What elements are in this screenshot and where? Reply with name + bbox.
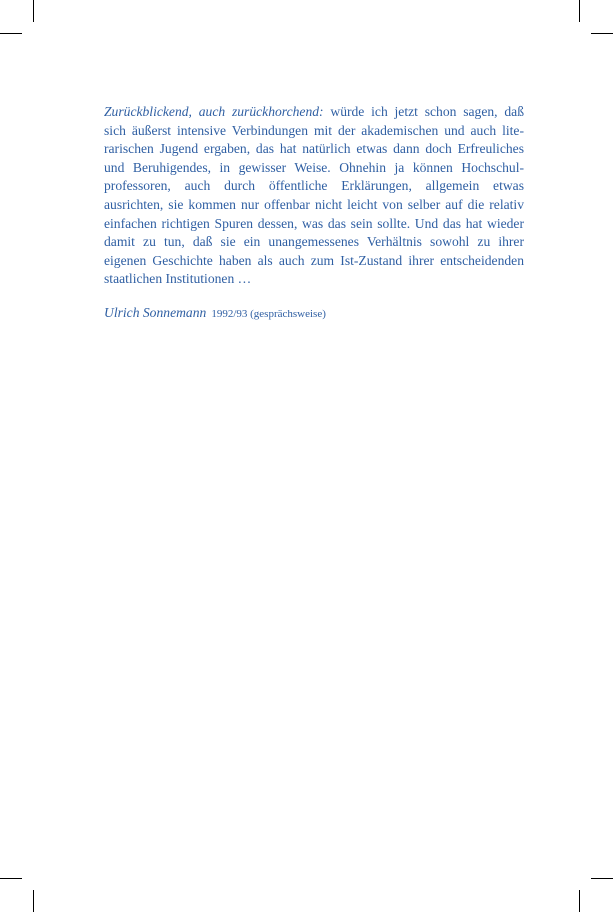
author-name: Ulrich Sonnemann: [104, 305, 207, 320]
quote-line: damit zu tun, daß sie ein unangemessenes Verhältnis sowohl zu ihrer: [104, 234, 524, 250]
quote-line: sich äußerst intensive Verbindungen mit der akademischen und auch lite-: [104, 122, 524, 138]
crop-mark-top-left-horizontal: [0, 33, 22, 34]
quote-lead-italic: Zurückblickend, auch zurückhorchend:: [104, 104, 324, 119]
quote-line: eigenen Geschichte haben als auch zum Ist-Zustand ihrer entscheidenden: [104, 252, 524, 268]
quote-block: [104, 103, 524, 289]
crop-mark-bottom-right-horizontal: [591, 878, 613, 879]
quote-line: [104, 103, 524, 122]
crop-mark-top-right-vertical: [579, 0, 580, 22]
quote-line: rarischen Jugend ergaben, das hat natürlich etwas dann doch Erfreuliches: [104, 141, 524, 157]
crop-mark-top-left-vertical: [33, 0, 34, 22]
quote-line: und Beruhigendes, in gewisser Weise. Ohnehin ja können Hochschul-: [104, 159, 524, 175]
quote-first-line-rest: würde ich jetzt schon sagen, daß: [323, 104, 525, 119]
crop-mark-bottom-left-horizontal: [0, 878, 22, 879]
crop-mark-bottom-right-vertical: [579, 890, 580, 912]
crop-mark-top-right-horizontal: [591, 33, 613, 34]
attribution: [104, 304, 326, 322]
quote-line: ausrichten, sie kommen nur offenbar nicht leicht von selber auf die relativ: [104, 196, 524, 212]
quote-line: professoren, auch durch öffentliche Erklärungen, allgemein etwas: [104, 178, 524, 194]
quote-line-last: staatlichen Institutionen …: [104, 271, 252, 287]
crop-mark-bottom-left-vertical: [33, 890, 34, 912]
quote-line: einfachen richtigen Spuren dessen, was das sein sollte. Und das hat wieder: [104, 215, 524, 231]
attribution-date: 1992/93 (gesprächsweise): [211, 308, 326, 320]
